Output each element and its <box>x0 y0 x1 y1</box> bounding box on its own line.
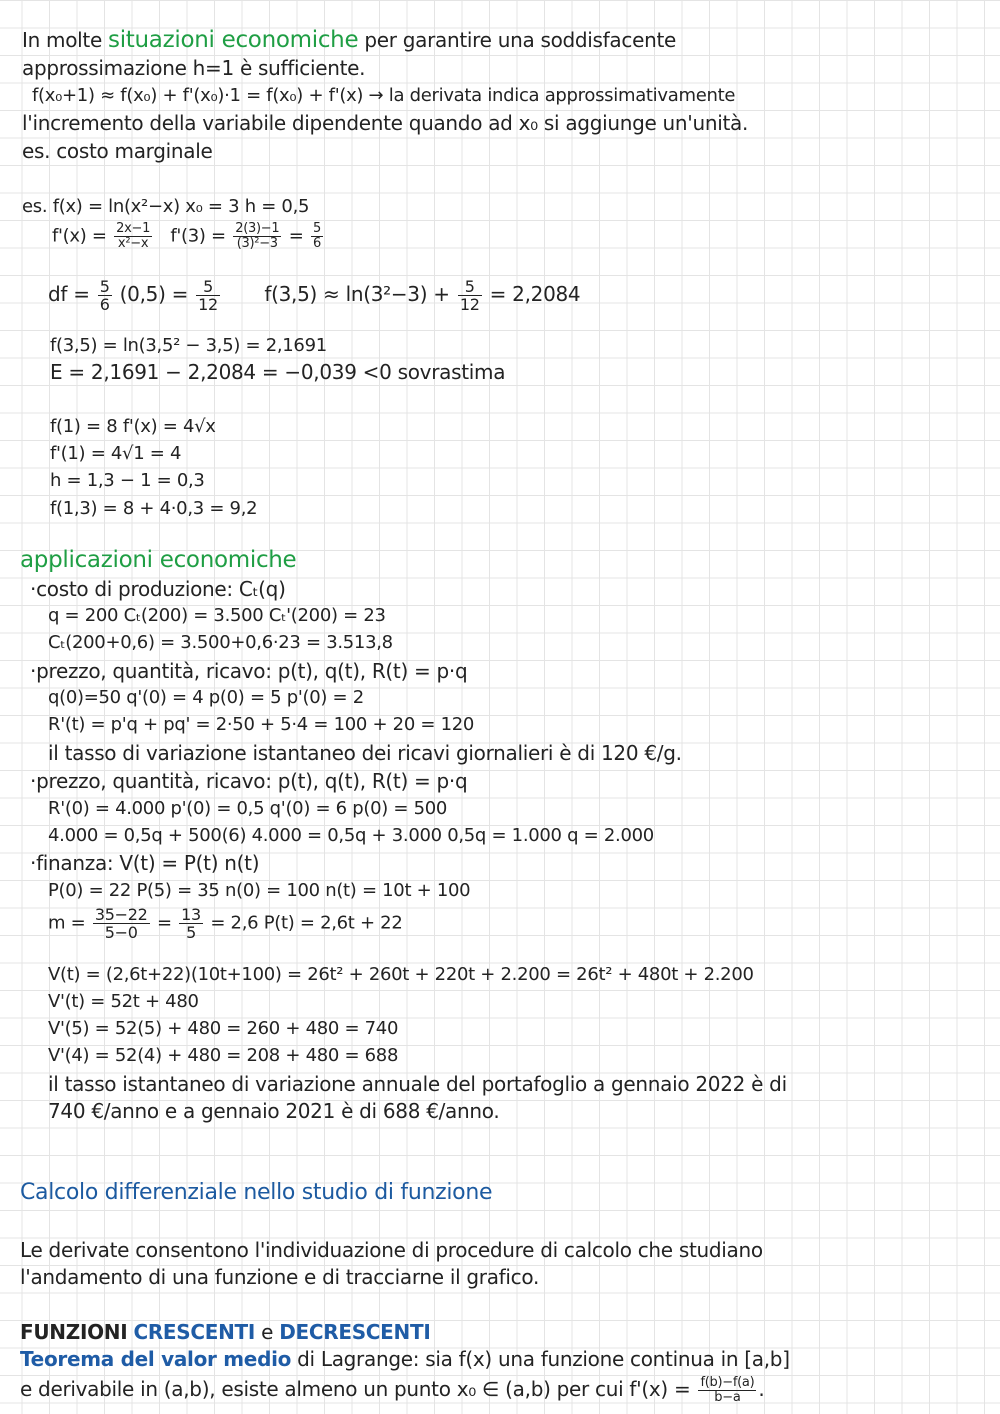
fraction <box>233 222 281 251</box>
fraction-denominator: 6 <box>99 295 110 314</box>
fraction <box>114 222 152 251</box>
finanza-v3: V'(5) = 52(5) + 480 = 260 + 480 = 740 <box>48 1018 399 1039</box>
teorema-text-2: e derivabile in (a,b), esiste almeno un punto x₀ ∈ (a,b) per cui f'(x) = <box>20 1377 691 1401</box>
ricavo1-line-2: q(0)=50 q'(0) = 4 p(0) = 5 p'(0) = 2 <box>48 687 364 708</box>
intro-formula: f(x₀+1) ≈ f(x₀) + f'(x₀)·1 = f(x₀) + f'(x) → la derivata indica approssimativamente <box>32 85 736 106</box>
bullet-ricavo-2: · prezzo, quantità, ricavo: p(t), q(t), R(t) = p·q <box>30 769 467 793</box>
example1-derivative <box>52 222 325 251</box>
finanza-line-2: P(0) = 22 P(5) = 35 n(0) = 100 n(t) = 10t + 100 <box>48 880 471 901</box>
section-title-calcolo: Calcolo differenziale nello studio di funzione <box>20 1180 493 1205</box>
fraction-numerator: f(b)−f(a) <box>700 1375 755 1390</box>
bullet-finanza: · finanza: V(t) = P(t) n(t) <box>30 851 259 875</box>
highlight-situazioni-economiche: situazioni economiche <box>108 27 359 53</box>
equals: = <box>156 912 172 934</box>
ricavo2-line-3: 4.000 = 0,5q + 500(6) 4.000 = 0,5q + 3.000 0,5q = 1.000 q = 2.000 <box>48 825 654 846</box>
intro-line-2: approssimazione h=1 è sufficiente. <box>22 56 366 80</box>
df-mid: (0,5) = <box>119 282 189 306</box>
heading-decrescenti: DECRESCENTI <box>279 1320 431 1344</box>
fraction <box>179 906 203 941</box>
fraction <box>98 278 112 313</box>
teorema-title: Teorema del valor medio <box>20 1347 292 1371</box>
fraction-numerator: 5 <box>312 221 321 236</box>
costo-line-2: q = 200 Cₜ(200) = 3.500 Cₜ'(200) = 23 <box>48 605 386 626</box>
finanza-v1: V(t) = (2,6t+22)(10t+100) = 26t² + 260t + 220t + 2.200 = 26t² + 480t + 2.200 <box>48 964 754 985</box>
intro-text: per garantire una soddisfacente <box>364 28 676 52</box>
calcolo-line-1: Le derivate consentono l'individuazione di procedure di calcolo che studiano <box>20 1238 763 1262</box>
intro-line-1 <box>22 28 676 52</box>
teorema-line-1 <box>20 1347 790 1371</box>
bullet-costo: · costo di produzione: Cₜ(q) <box>30 577 286 601</box>
fraction <box>458 278 482 313</box>
slope-result: = 2,6 P(t) = 2,6t + 22 <box>210 912 403 934</box>
approx-result: = 2,2084 <box>489 282 581 306</box>
intro-line-5: es. costo marginale <box>22 139 213 163</box>
example1-differential <box>48 278 580 313</box>
fraction-denominator: 6 <box>312 236 321 251</box>
fraction-numerator: 2x−1 <box>116 221 151 236</box>
teorema-text: di Lagrange: sia f(x) una funzione continua in [a,b] <box>297 1347 790 1371</box>
fraction <box>698 1376 756 1405</box>
costo-line-3: Cₜ(200+0,6) = 3.500+0,6·23 = 3.513,8 <box>48 632 393 653</box>
example2-line-1: f(1) = 8 f'(x) = 4√x <box>50 416 216 437</box>
example2-line-3: h = 1,3 − 1 = 0,3 <box>50 470 205 491</box>
equals: = <box>288 225 304 247</box>
finanza-slope <box>48 906 403 941</box>
period: . <box>758 1377 765 1401</box>
ricavo2-line-2: R'(0) = 4.000 p'(0) = 0,5 q'(0) = 6 p(0) = 500 <box>48 798 448 819</box>
finanza-v4: V'(4) = 52(4) + 480 = 208 + 480 = 688 <box>48 1045 399 1066</box>
bullet-ricavo-1: · prezzo, quantità, ricavo: p(t), q(t), R(t) = p·q <box>30 659 467 683</box>
approx-label: f(3,5) ≈ ln(3²−3) + <box>264 282 450 306</box>
finanza-v2: V'(t) = 52t + 480 <box>48 991 199 1012</box>
fraction <box>311 222 323 251</box>
df-label: df = <box>48 282 90 306</box>
example2-line-2: f'(1) = 4√1 = 4 <box>50 443 182 464</box>
finanza-v5: il tasso istantaneo di variazione annuale del portafoglio a gennaio 2022 è di <box>48 1072 787 1096</box>
fraction-denominator: 12 <box>459 295 480 314</box>
fraction-denominator: 5 <box>186 923 196 942</box>
fraction-numerator: 13 <box>181 905 201 924</box>
heading-funzioni: FUNZIONI <box>20 1320 128 1344</box>
fraction-numerator: 5 <box>99 277 110 296</box>
intro-text: In molte <box>22 28 102 52</box>
finanza-v6: 740 €/anno e a gennaio 2021 è di 688 €/anno. <box>48 1099 500 1123</box>
example2-line-4: f(1,3) = 8 + 4·0,3 = 9,2 <box>50 498 258 519</box>
calcolo-line-2: l'andamento di una funzione e di tracciarne il grafico. <box>20 1265 540 1289</box>
ricavo1-line-3: R'(t) = p'q + pq' = 2·50 + 5·4 = 100 + 20 = 120 <box>48 714 475 735</box>
fraction-numerator: 35−22 <box>94 905 148 924</box>
fraction <box>196 278 220 313</box>
slope-label: m = <box>48 912 86 934</box>
intro-line-4: l'incremento della variabile dipendente quando ad x₀ si aggiunge un'unità. <box>22 111 749 135</box>
fraction-denominator: 12 <box>198 295 218 314</box>
fraction-denominator: 5−0 <box>104 923 138 942</box>
fraction-denominator: (3)²−3 <box>236 236 278 251</box>
fraction-denominator: x²−x <box>117 236 149 251</box>
example1-line-4: f(3,5) = ln(3,5² − 3,5) = 2,1691 <box>50 335 327 356</box>
heading-crescenti: CRESCENTI <box>133 1320 256 1344</box>
section-title-applicazioni: applicazioni economiche <box>20 547 297 573</box>
fraction <box>93 906 150 941</box>
fraction-numerator: 5 <box>458 278 482 296</box>
teorema-line-2 <box>20 1376 764 1405</box>
funzioni-heading <box>20 1320 430 1344</box>
fraction-numerator: 5 <box>196 278 220 296</box>
fraction-numerator: 2(3)−1 <box>235 221 280 236</box>
ricavo1-line-4: il tasso di variazione istantaneo dei ricavi giornalieri è di 120 €/g. <box>48 741 682 765</box>
fraction-denominator: b−a <box>714 1390 741 1405</box>
derivative-label: f'(x) = <box>52 225 107 247</box>
example1-line-1: es. f(x) = ln(x²−x) x₀ = 3 h = 0,5 <box>22 196 310 217</box>
heading-e: e <box>261 1320 274 1344</box>
derivative-at-3-label: f'(3) = <box>170 225 226 247</box>
example1-line-5: E = 2,1691 − 2,2084 = −0,039 <0 sovrastima <box>50 360 506 384</box>
